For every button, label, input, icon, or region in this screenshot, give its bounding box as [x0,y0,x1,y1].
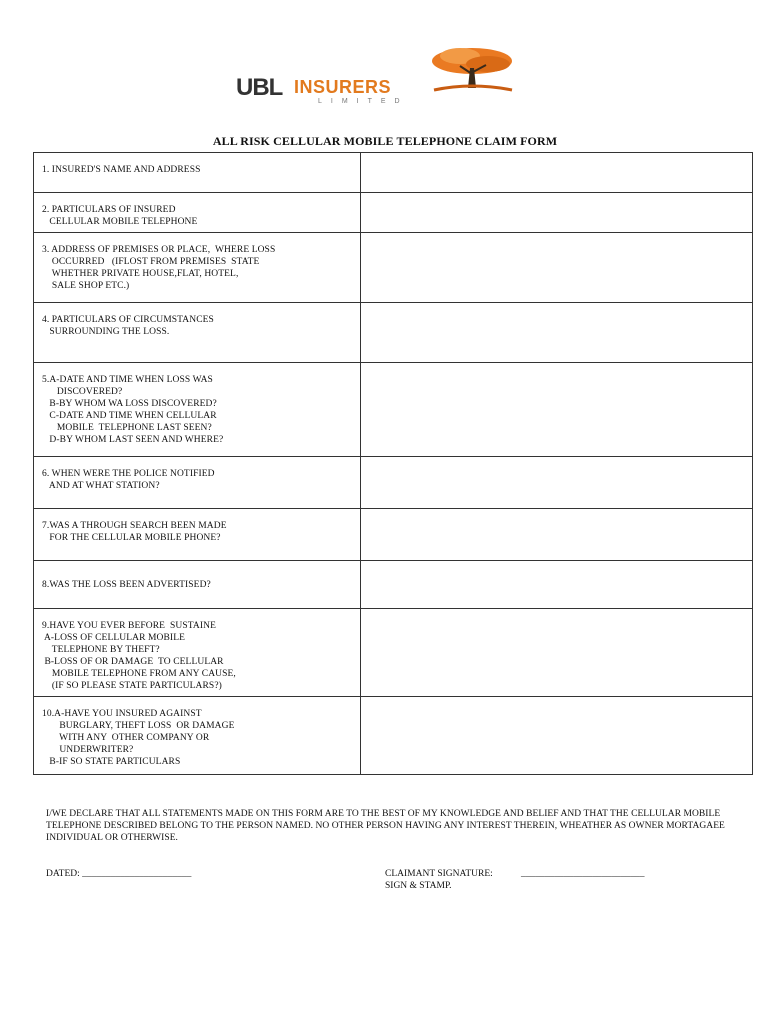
claim-questions-table [33,152,753,775]
answer-field[interactable] [361,609,753,697]
signature-label: CLAIMANT SIGNATURE: [385,869,493,879]
question-label: 3. ADDRESS OF PREMISES OR PLACE, WHERE LOSS OCCURRED (IFLOST FROM PREMISES STATE WHETHER PRIVATE HOUSE,FLAT, HOTEL, SALE SHOP ETC.) [34,233,361,303]
answer-field[interactable] [361,509,753,561]
question-row [34,303,753,363]
logo-brand: UBL [236,74,283,101]
tree-icon [426,44,518,96]
answer-field[interactable] [361,561,753,609]
dated-field[interactable]: DATED: _______________________ [46,869,192,879]
logo-suffix: LIMITED [318,98,409,105]
question-row [34,233,753,303]
question-label: 2. PARTICULARS OF INSURED CELLULAR MOBILE TELEPHONE [34,193,361,233]
form-title: ALL RISK CELLULAR MOBILE TELEPHONE CLAIM FORM [212,134,558,148]
answer-field[interactable] [361,153,753,193]
company-logo [236,44,522,105]
logo-wordmark [236,58,426,105]
question-row [34,609,753,697]
question-label: 10.A-HAVE YOU INSURED AGAINST BURGLARY, THEFT LOSS OR DAMAGE WITH ANY OTHER COMPANY OR UNDERWRITER? B-IF SO STATE PARTICULARS [34,697,361,775]
question-row [34,193,753,233]
question-label: 4. PARTICULARS OF CIRCUMSTANCES SURROUNDING THE LOSS. [34,303,361,363]
question-row [34,697,753,775]
answer-field[interactable] [361,363,753,457]
question-row [34,457,753,509]
stamp-label: SIGN & STAMP. [385,881,452,891]
signature-field[interactable]: __________________________ [521,869,645,879]
answer-field[interactable] [361,697,753,775]
question-label: 5.A-DATE AND TIME WHEN LOSS WAS DISCOVERED? B-BY WHOM WA LOSS DISCOVERED? C-DATE AND TIME WHEN CELLULAR MOBILE TELEPHONE LAST SEEN? D-BY WHOM LAST SEEN AND WHERE? [34,363,361,457]
question-label: 6. WHEN WERE THE POLICE NOTIFIED AND AT WHAT STATION? [34,457,361,509]
logo-name: INSURERS [294,77,392,97]
question-row [34,363,753,457]
question-row [34,561,753,609]
question-label: 7.WAS A THROUGH SEARCH BEEN MADE FOR THE CELLULAR MOBILE PHONE? [34,509,361,561]
question-row [34,509,753,561]
answer-field[interactable] [361,233,753,303]
question-row [34,153,753,193]
question-label: 8.WAS THE LOSS BEEN ADVERTISED? [34,561,361,609]
declaration-text: I/WE DECLARE THAT ALL STATEMENTS MADE ON THIS FORM ARE TO THE BEST OF MY KNOWLEDGE AND BELIEF AND THAT THE CELLULAR MOBILE TELEPHONE DESCRIBED BELONG TO THE PERSON NAMED. NO OTHER PERSON HAVING ANY INTEREST THEREIN, WHEATHER AS OWNER MORTAGAEE INDIVIDUAL OR OTHERWISE. [46,809,725,843]
answer-field[interactable] [361,303,753,363]
question-label: 1. INSURED'S NAME AND ADDRESS [34,153,361,193]
question-label: 9.HAVE YOU EVER BEFORE SUSTAINE A-LOSS OF CELLULAR MOBILE TELEPHONE BY THEFT? B-LOSS OF OR DAMAGE TO CELLULAR MOBILE TELEPHONE FROM ANY CAUSE, (IF SO PLEASE STATE PARTICULARS?) [34,609,361,697]
answer-field[interactable] [361,193,753,233]
answer-field[interactable] [361,457,753,509]
